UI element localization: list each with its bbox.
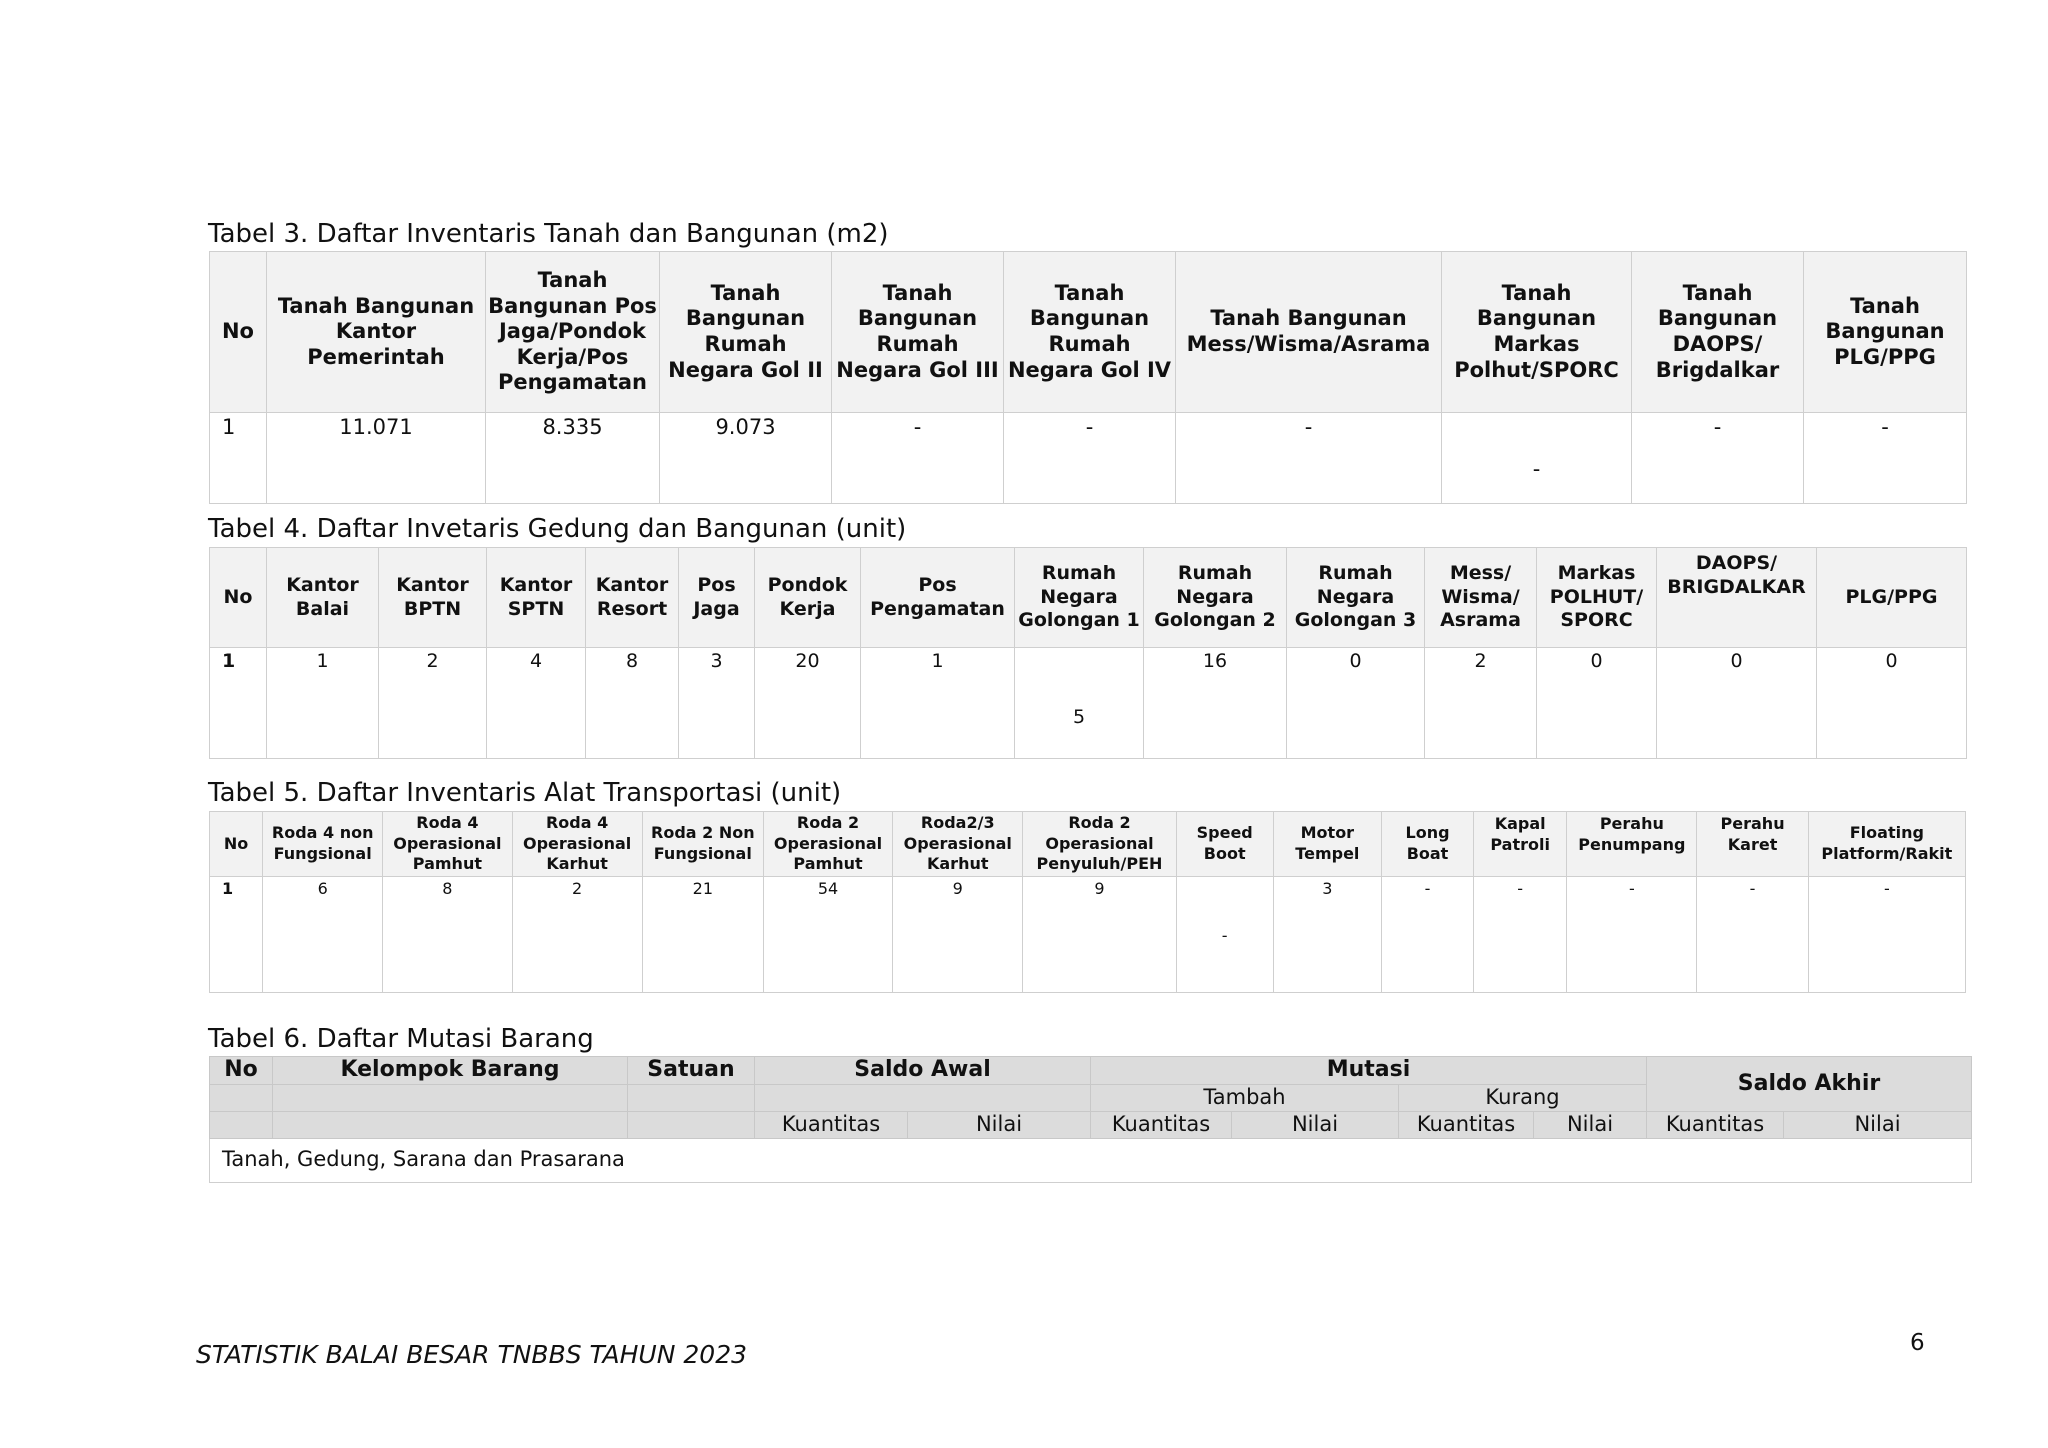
column-header: Floating Platform/Rakit (1808, 812, 1965, 877)
table-cell: - (1004, 413, 1176, 504)
column-header: Kantor Resort (586, 548, 679, 648)
table-header-row (210, 252, 1967, 413)
column-header: Nilai (1534, 1111, 1647, 1138)
column-header: Tanah Bangunan Markas Polhut/SPORC (1442, 252, 1632, 413)
column-header: Pondok Kerja (755, 548, 861, 648)
table-cell: 11.071 (267, 413, 486, 504)
column-header: Pos Jaga (679, 548, 755, 648)
column-header: Kuantitas (1091, 1111, 1232, 1138)
table-cell: 3 (679, 648, 755, 759)
column-header: Mutasi (1091, 1057, 1647, 1085)
column-header (273, 1111, 628, 1138)
column-header: Tanah Bangunan Mess/Wisma/Asrama (1176, 252, 1442, 413)
column-header: Tanah Bangunan Pos Jaga/Pondok Kerja/Pos Pengamatan (486, 252, 660, 413)
table-cell: - (1808, 877, 1965, 993)
column-header: Kuantitas (1647, 1111, 1784, 1138)
table-header-row (210, 548, 1967, 648)
column-header: Roda 4 non Fungsional (263, 812, 383, 877)
table-row (210, 648, 1967, 759)
table-cell: 0 (1287, 648, 1425, 759)
table5-caption: Tabel 5. Daftar Inventaris Alat Transportasi (unit) (208, 778, 842, 808)
table-row (210, 877, 1966, 993)
column-header: Kantor Balai (267, 548, 379, 648)
column-header: Saldo Awal (755, 1057, 1091, 1085)
column-header: Kantor BPTN (379, 548, 487, 648)
column-header: Kantor SPTN (487, 548, 586, 648)
table-cell: 0 (1817, 648, 1967, 759)
column-header: Roda 2 Non Fungsional (642, 812, 763, 877)
column-header (628, 1084, 755, 1111)
column-header: Speed Boot (1176, 812, 1273, 877)
table-cell: 1 (861, 648, 1015, 759)
table4-caption: Tabel 4. Daftar Invetaris Gedung dan Bangunan (unit) (208, 514, 907, 544)
column-header: DAOPS/ BRIGDALKAR (1657, 548, 1817, 648)
table-cell: - (1567, 877, 1697, 993)
column-header (210, 1111, 273, 1138)
row-group-label: Tanah, Gedung, Sarana dan Prasarana (210, 1138, 1972, 1182)
table-cell: 2 (1425, 648, 1537, 759)
column-header: Tanah Bangunan Kantor Pemerintah (267, 252, 486, 413)
column-header: Kelompok Barang (273, 1057, 628, 1085)
column-header: PLG/PPG (1817, 548, 1967, 648)
table-cell: 9 (1023, 877, 1176, 993)
column-header: Perahu Penumpang (1567, 812, 1697, 877)
table-cell: 2 (379, 648, 487, 759)
column-header: Nilai (908, 1111, 1091, 1138)
column-header: Kuantitas (755, 1111, 908, 1138)
table-cell: 1 (210, 413, 267, 504)
table-cell: - (1632, 413, 1804, 504)
column-header (628, 1111, 755, 1138)
column-header: Roda 4 Operasional Pamhut (383, 812, 512, 877)
column-header: Tanah Bangunan Rumah Negara Gol IV (1004, 252, 1176, 413)
column-header: Pos Pengamatan (861, 548, 1015, 648)
column-header: Roda 4 Operasional Karhut (512, 812, 642, 877)
table-cell: 54 (763, 877, 892, 993)
column-header: Perahu Karet (1697, 812, 1808, 877)
table-cell: - (1804, 413, 1967, 504)
table-row (210, 413, 1967, 504)
column-header: Saldo Akhir (1647, 1057, 1972, 1112)
column-header: Tanah Bangunan PLG/PPG (1804, 252, 1967, 413)
table-cell: - (1442, 413, 1632, 504)
column-header (210, 1084, 273, 1111)
table-cell: - (1381, 877, 1473, 993)
column-header: Rumah Negara Golongan 3 (1287, 548, 1425, 648)
table-cell: 8 (586, 648, 679, 759)
inventory-transport-table (209, 811, 1966, 993)
column-header: Rumah Negara Golongan 2 (1144, 548, 1287, 648)
column-header: Satuan (628, 1057, 755, 1085)
page-number: 6 (1910, 1330, 1925, 1356)
table3-caption: Tabel 3. Daftar Inventaris Tanah dan Bangunan (m2) (208, 219, 889, 249)
table-cell: 9.073 (660, 413, 832, 504)
table-cell: 16 (1144, 648, 1287, 759)
goods-mutation-table (209, 1056, 1972, 1183)
column-header: Nilai (1232, 1111, 1399, 1138)
table-cell: 20 (755, 648, 861, 759)
table-cell: - (1697, 877, 1808, 993)
column-header (755, 1084, 1091, 1111)
table-cell: 6 (263, 877, 383, 993)
inventory-buildings-units-table (209, 547, 1967, 759)
column-header: No (210, 252, 267, 413)
table-cell: 0 (1657, 648, 1817, 759)
column-header: Mess/ Wisma/ Asrama (1425, 548, 1537, 648)
column-header: Tambah (1091, 1084, 1399, 1111)
table-cell: 4 (487, 648, 586, 759)
column-header: Tanah Bangunan Rumah Negara Gol III (832, 252, 1004, 413)
table-header-row (210, 1111, 1972, 1138)
table-cell: 5 (1015, 648, 1144, 759)
table-cell: 1 (210, 648, 267, 759)
column-header (273, 1084, 628, 1111)
table-row (210, 1138, 1972, 1182)
column-header: Nilai (1784, 1111, 1972, 1138)
table-cell: 0 (1537, 648, 1657, 759)
column-header: No (210, 1057, 273, 1085)
column-header: Tanah Bangunan Rumah Negara Gol II (660, 252, 832, 413)
column-header: Tanah Bangunan DAOPS/ Brigdalkar (1632, 252, 1804, 413)
column-header: No (210, 812, 263, 877)
table-cell: 21 (642, 877, 763, 993)
table-cell: 1 (267, 648, 379, 759)
table-cell: 3 (1273, 877, 1381, 993)
column-header: Kuantitas (1399, 1111, 1534, 1138)
column-header: Long Boat (1381, 812, 1473, 877)
column-header: Rumah Negara Golongan 1 (1015, 548, 1144, 648)
column-header: Roda 2 Operasional Pamhut (763, 812, 892, 877)
footer-title: STATISTIK BALAI BESAR TNBBS TAHUN 2023 (196, 1340, 748, 1369)
table-header-row (210, 1057, 1972, 1085)
column-header: Markas POLHUT/ SPORC (1537, 548, 1657, 648)
column-header: Roda2/3 Operasional Karhut (893, 812, 1023, 877)
table-header-row (210, 812, 1966, 877)
table-cell: 8.335 (486, 413, 660, 504)
table-cell: - (1176, 413, 1442, 504)
column-header: Roda 2 Operasional Penyuluh/PEH (1023, 812, 1176, 877)
table-cell: 2 (512, 877, 642, 993)
table-cell: - (832, 413, 1004, 504)
column-header: Kapal Patroli (1474, 812, 1567, 877)
table6-caption: Tabel 6. Daftar Mutasi Barang (208, 1024, 594, 1054)
table-cell: 9 (893, 877, 1023, 993)
table-cell: 8 (383, 877, 512, 993)
column-header: Motor Tempel (1273, 812, 1381, 877)
table-cell: - (1176, 877, 1273, 993)
column-header: No (210, 548, 267, 648)
inventory-land-buildings-table (209, 251, 1967, 504)
table-cell: - (1474, 877, 1567, 993)
table-cell: 1 (210, 877, 263, 993)
column-header: Kurang (1399, 1084, 1647, 1111)
